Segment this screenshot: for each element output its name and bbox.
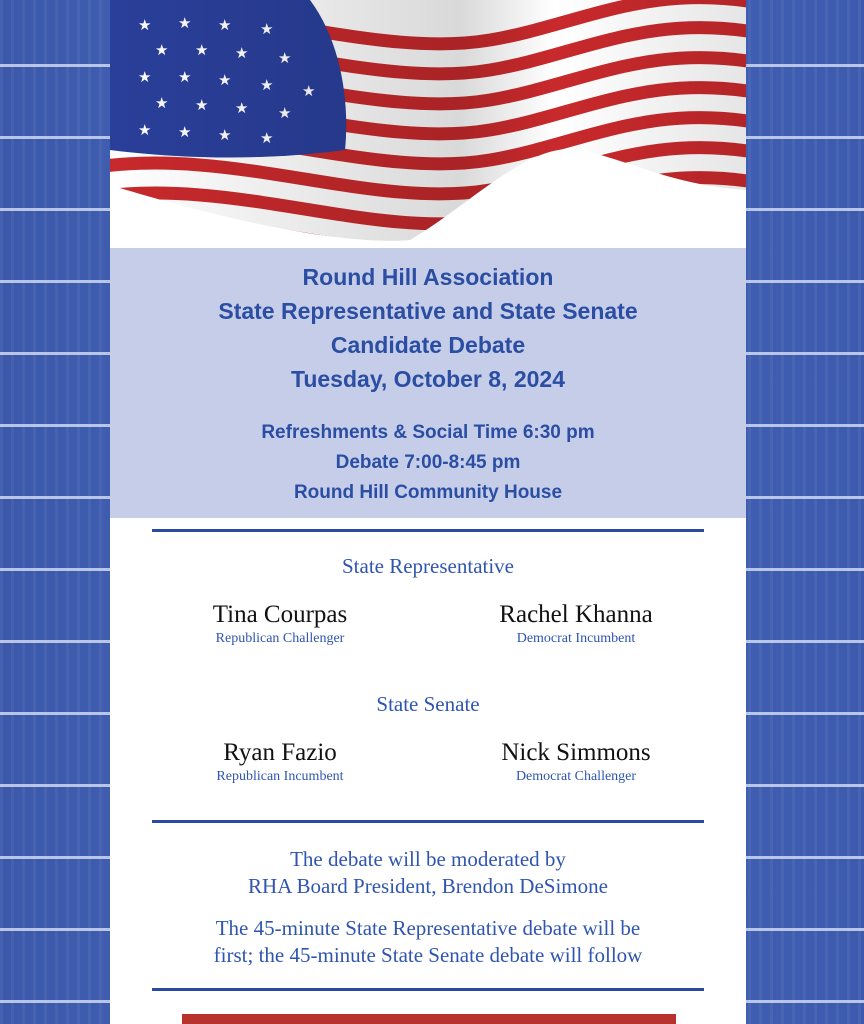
- candidate-name: Nick Simmons: [501, 739, 651, 766]
- section-title-state-senate: State Senate: [376, 692, 480, 716]
- candidate-nick-simmons: [436, 738, 716, 786]
- american-flag-icon: [110, 0, 746, 248]
- event-location: Round Hill Community House: [293, 482, 563, 503]
- divider: [152, 529, 704, 532]
- candidate-ryan-fazio: [140, 738, 420, 786]
- event-header: [110, 248, 746, 518]
- candidate-name: Tina Courpas: [212, 601, 348, 628]
- divider: [152, 820, 704, 823]
- schedule-refreshments: Refreshments & Social Time 6:30 pm: [261, 422, 595, 443]
- candidate-name: Ryan Fazio: [223, 739, 337, 766]
- organization-name: Round Hill Association: [302, 264, 554, 290]
- red-footer-bar: [182, 1014, 676, 1024]
- event-date: Tuesday, October 8, 2024: [291, 366, 565, 392]
- event-title: Candidate Debate: [330, 332, 526, 358]
- format-note-line2: first; the 45-minute State Senate debate will follow: [213, 943, 643, 967]
- candidate-rachel-khanna: [436, 600, 716, 648]
- format-note-line1: The 45-minute State Representative debate will be: [215, 916, 641, 940]
- event-subtitle: State Representative and State Senate: [218, 298, 638, 324]
- schedule-debate: Debate 7:00-8:45 pm: [335, 452, 521, 473]
- moderator-note-line1: The debate will be moderated by: [290, 847, 566, 871]
- section-title-state-representative: State Representative: [341, 554, 515, 578]
- divider: [152, 988, 704, 991]
- moderator-note-line2: RHA Board President, Brendon DeSimone: [248, 874, 608, 898]
- candidate-tina-courpas: [140, 600, 420, 648]
- candidate-role: Republican Incumbent: [216, 769, 344, 784]
- candidate-role: Democrat Incumbent: [516, 631, 636, 646]
- flyer-card: [110, 0, 746, 1024]
- candidate-name: Rachel Khanna: [499, 601, 653, 628]
- candidate-role: Republican Challenger: [215, 631, 345, 646]
- candidate-role: Democrat Challenger: [515, 769, 637, 784]
